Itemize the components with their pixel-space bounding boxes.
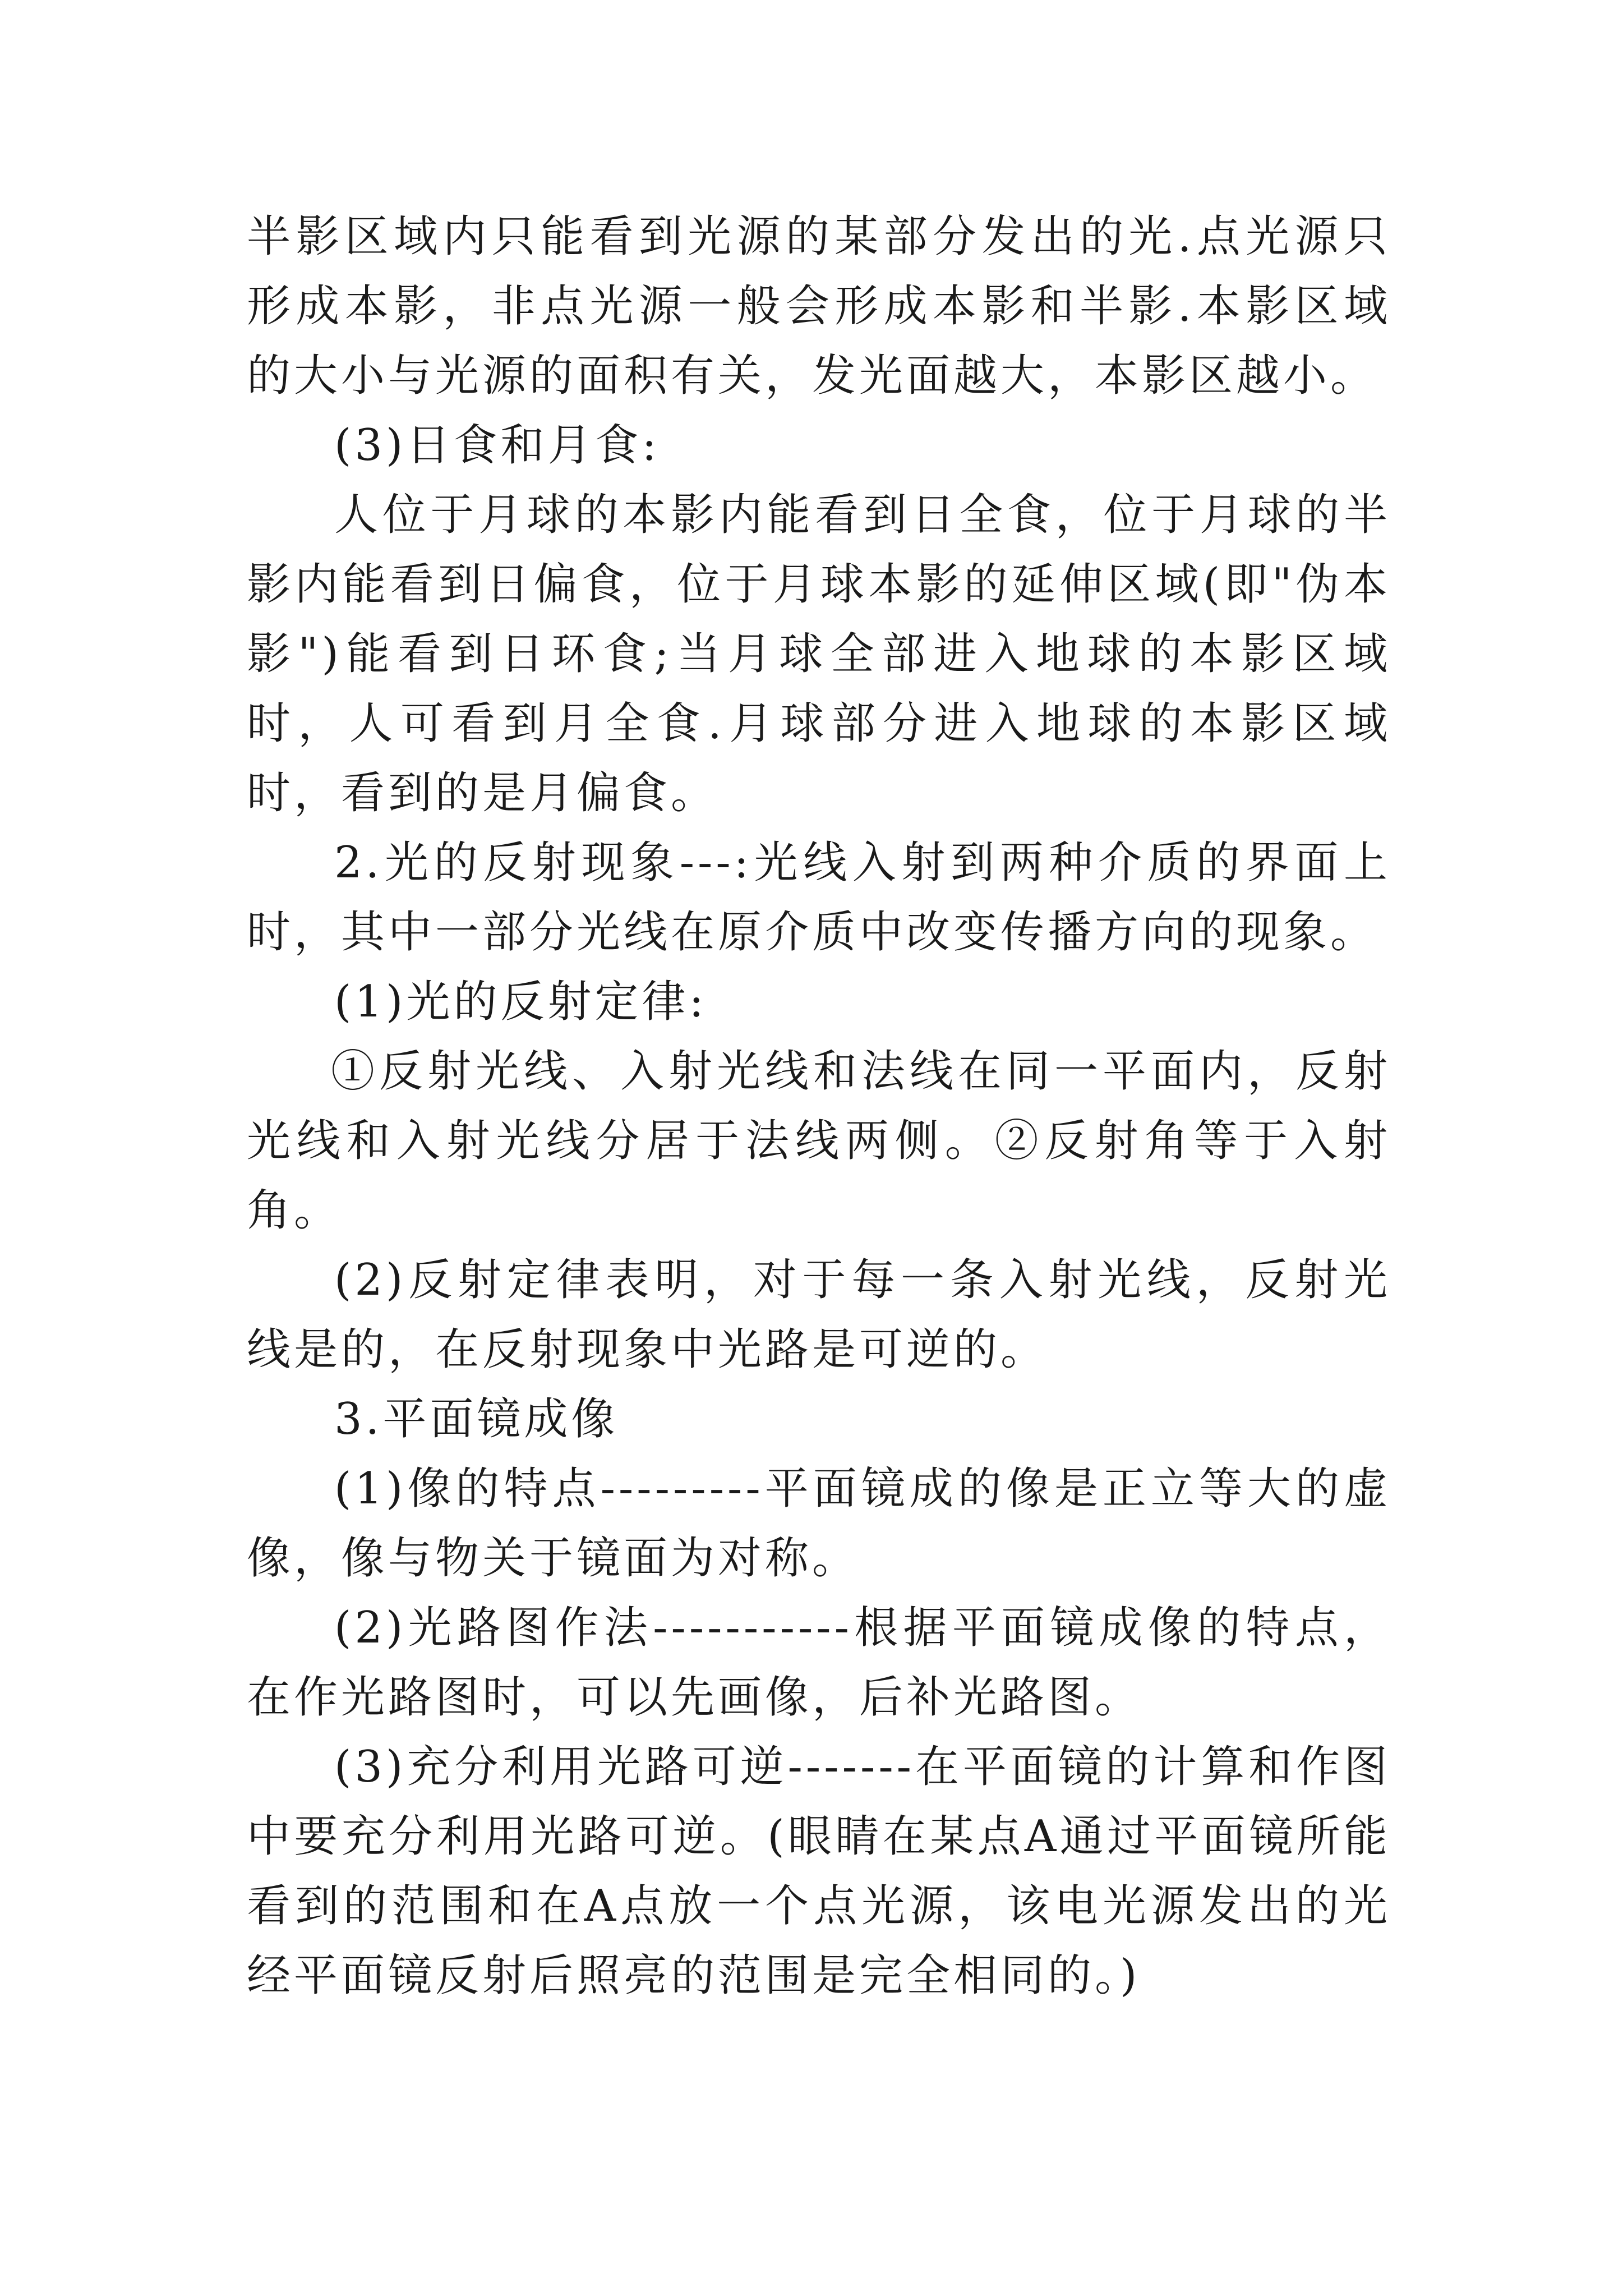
paragraph-image-features: (1)像的特点---------平面镜成的像是正立等大的虚像，像与物关于镜面为对称。 — [247, 1464, 1391, 1584]
heading-eclipses: (3)日食和月食: — [334, 420, 660, 471]
paragraph-reflection-law: ①反射光线、入射光线和法线在同一平面内，反射光线和入射光线分居于法线两侧。②反射角等于入射角。 — [247, 1046, 1391, 1236]
heading-reflection-law: (1)光的反射定律: — [334, 977, 707, 1027]
paragraph-reversibility: (2)反射定律表明，对于每一条入射光线，反射光线是的，在反射现象中光路是可逆的。 — [247, 1255, 1391, 1375]
paragraph-eclipses: 人位于月球的本影内能看到日全食，位于月球的半影内能看到日偏食，位于月球本影的延伸区域(即"伪本影")能看到日环食;当月球全部进入地球的本影区域时，人可看到月全食.月球部分进入地球的本影区域时，看到的是月偏食。 — [247, 490, 1391, 818]
heading-plane-mirror: 3.平面镜成像 — [334, 1394, 619, 1444]
paragraph-ray-diagram: (2)光路图作法-----------根据平面镜成像的特点，在作光路图时，可以先画像，后补光路图。 — [247, 1603, 1391, 1723]
paragraph-reflection: 2.光的反射现象---:光线入射到两种介质的界面上时，其中一部分光线在原介质中改变传播方向的现象。 — [247, 838, 1391, 958]
document-body — [247, 202, 1391, 2010]
paragraph-penumbra: 半影区域内只能看到光源的某部分发出的光.点光源只形成本影，非点光源一般会形成本影和半影.本影区域的大小与光源的面积有关，发光面越大，本影区越小。 — [247, 211, 1391, 401]
paragraph-reversible-path: (3)充分利用光路可逆-------在平面镜的计算和作图中要充分利用光路可逆。(眼睛在某点A通过平面镜所能看到的范围和在A点放一个点光源，该电光源发出的光经平面镜反射后照亮的范围是完全相同的。) — [247, 1742, 1391, 2001]
